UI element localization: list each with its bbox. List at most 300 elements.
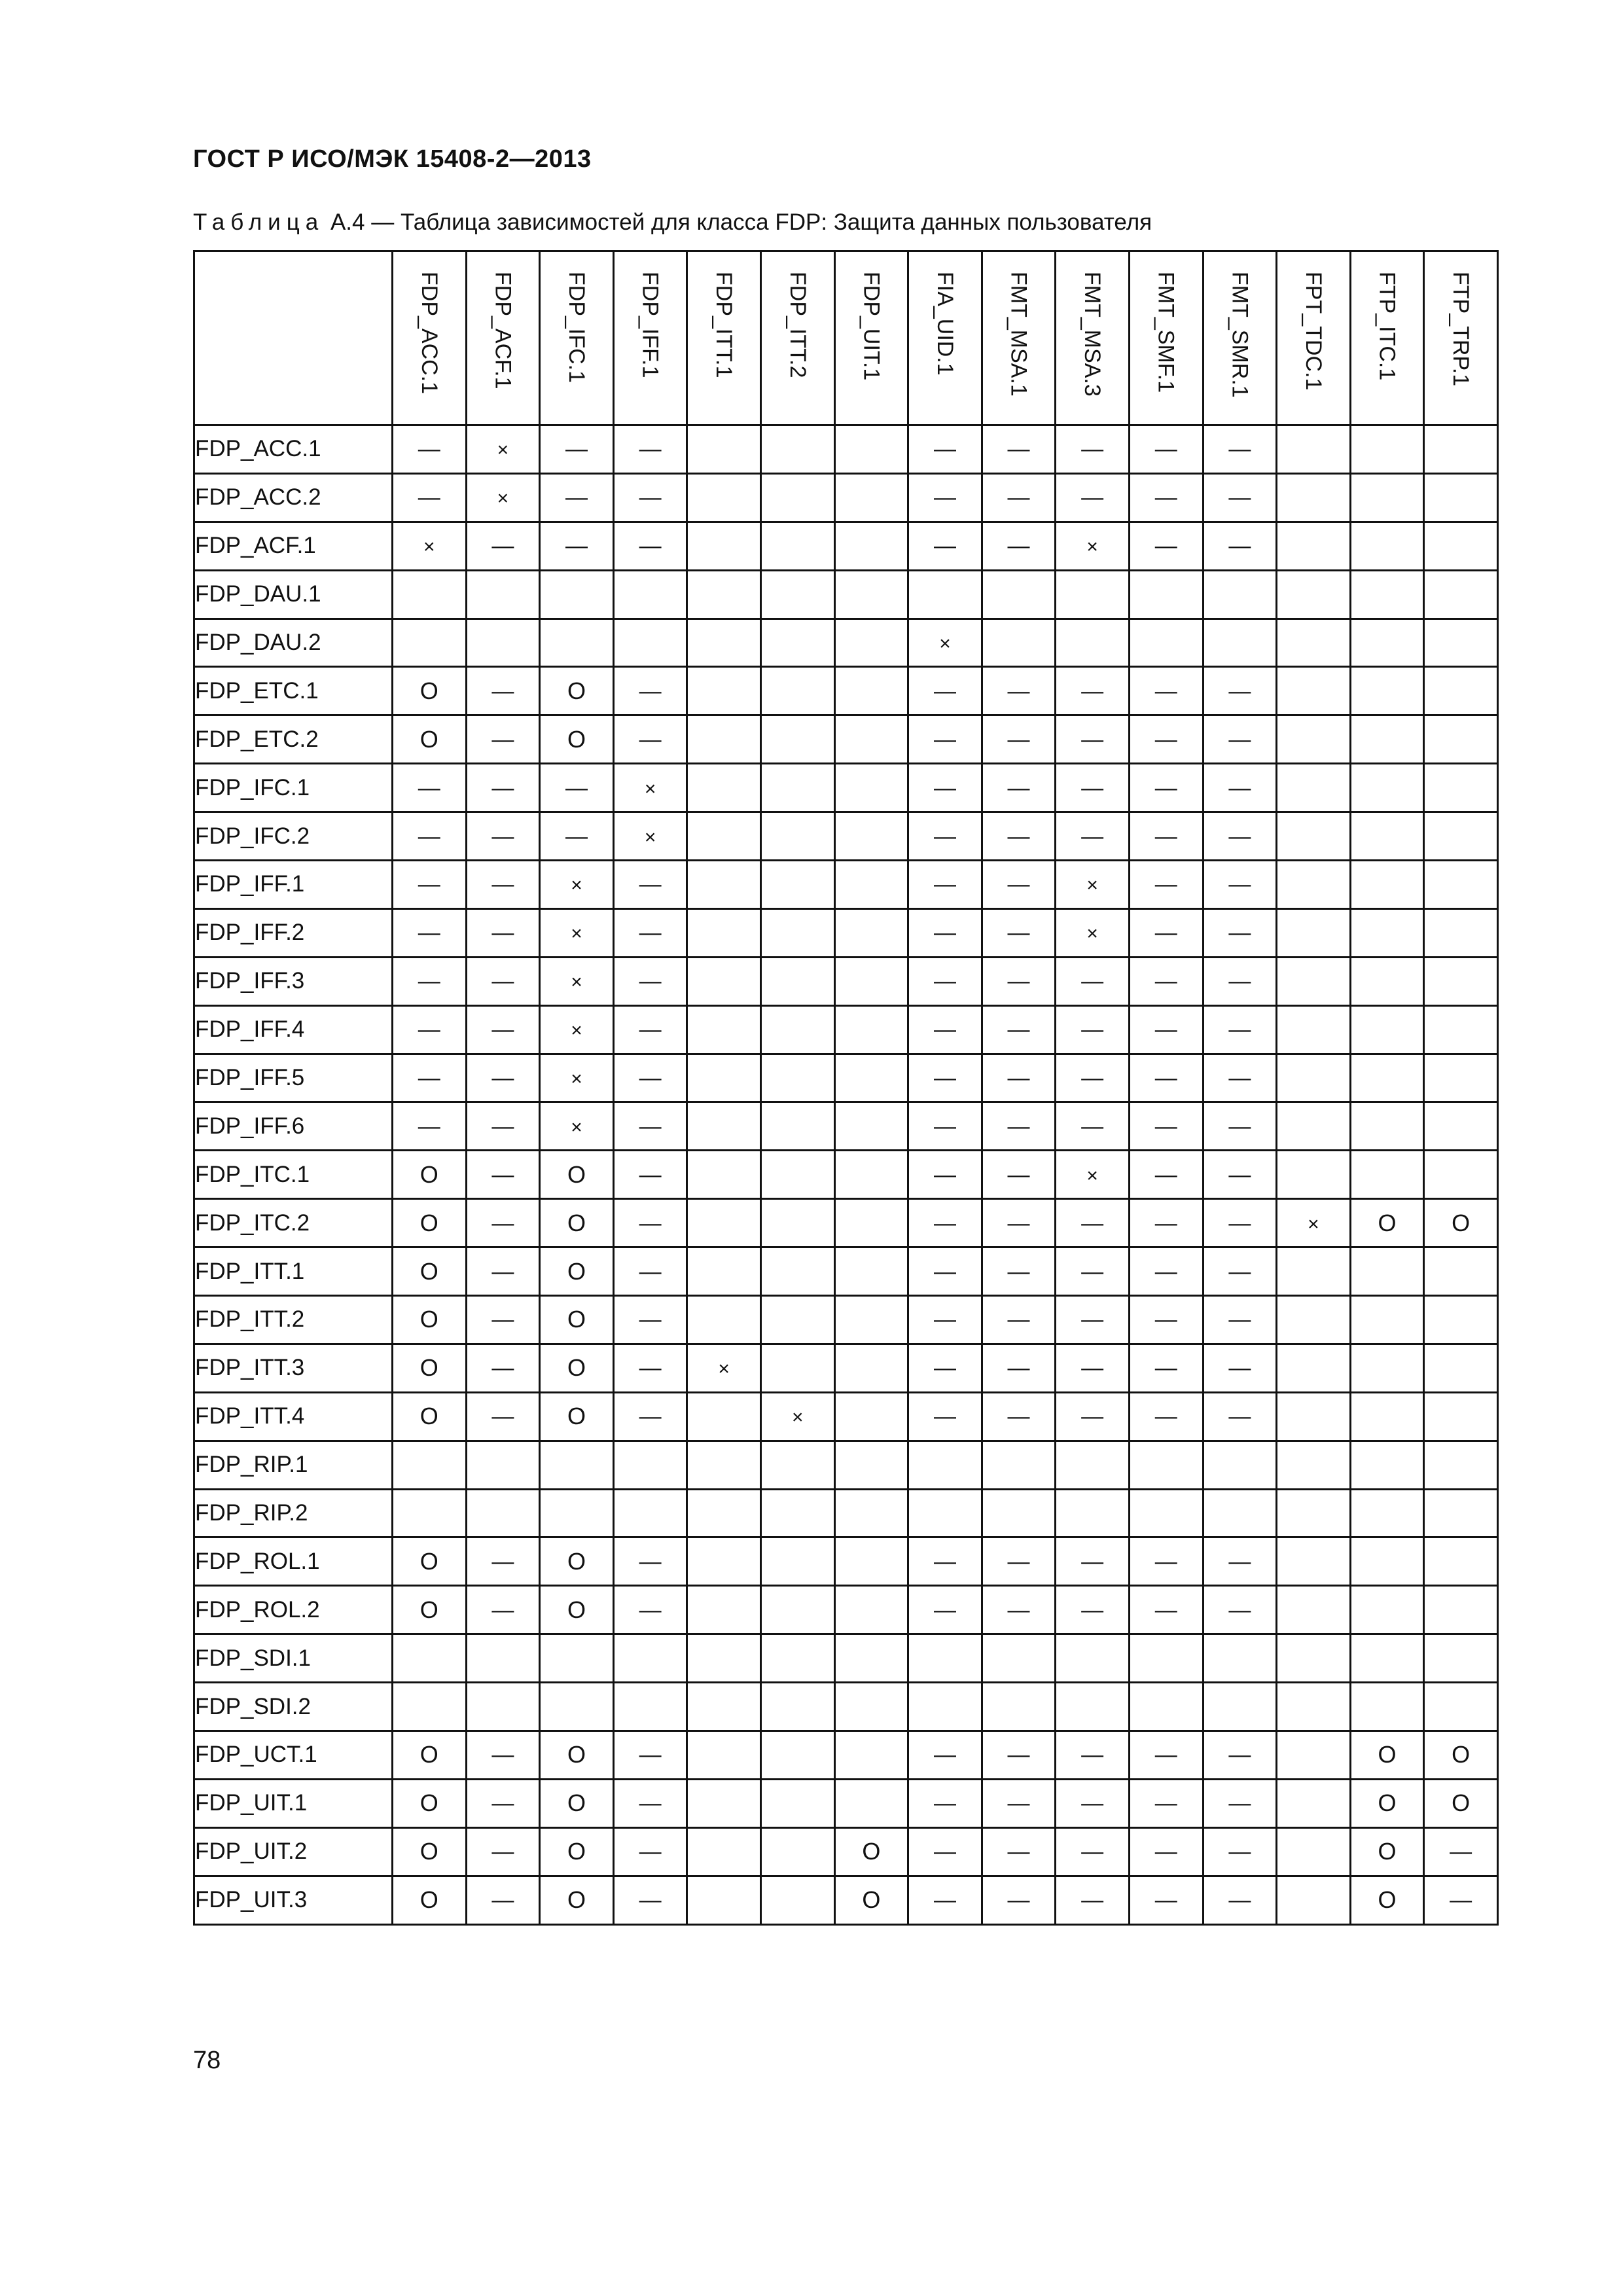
table-cell (540, 1683, 614, 1731)
column-header (1056, 251, 1130, 425)
row-label: FDP_ROL.2 (194, 1586, 393, 1634)
dash-mark: — (1081, 1888, 1104, 1913)
table-cell (540, 715, 614, 764)
table-cell (760, 1876, 834, 1924)
circle-mark: O (567, 1403, 586, 1430)
dash-mark: — (418, 437, 440, 462)
row-label: FDP_UCT.1 (194, 1731, 393, 1780)
table-cell (466, 570, 540, 619)
dash-mark: — (639, 437, 662, 462)
dash-mark: — (418, 1113, 440, 1139)
table-cell (1129, 570, 1203, 619)
table-cell (760, 1247, 834, 1296)
table-cell (1424, 1392, 1498, 1441)
table-cell (613, 1537, 687, 1586)
table-cell (1277, 957, 1351, 1005)
dash-mark: — (1154, 1839, 1177, 1865)
dash-mark: — (1081, 775, 1104, 800)
table-cell (393, 1586, 467, 1634)
table-cell (1056, 1586, 1130, 1634)
table-row (194, 619, 1498, 667)
table-cell (1203, 1005, 1277, 1054)
table-cell (1203, 425, 1277, 474)
table-cell (1129, 473, 1203, 522)
dash-mark: — (639, 1404, 662, 1429)
dash-mark: — (491, 1355, 514, 1381)
table-cell (1056, 764, 1130, 812)
cross-mark: × (571, 874, 582, 897)
dash-mark: — (1007, 1355, 1030, 1381)
dash-mark: — (1154, 1066, 1177, 1091)
dash-mark: — (1228, 1307, 1251, 1333)
table-cell (1350, 1005, 1424, 1054)
circle-mark: O (567, 1886, 586, 1914)
dash-mark: — (491, 920, 514, 946)
row-label: FDP_ACC.2 (194, 473, 393, 522)
table-cell (908, 1344, 982, 1392)
table-row (194, 957, 1498, 1005)
table-cell (982, 1779, 1056, 1827)
dash-mark: — (1007, 1210, 1030, 1236)
table-cell (834, 1827, 908, 1876)
table-cell (834, 812, 908, 861)
table-corner-cell (194, 251, 393, 425)
dash-mark: — (1228, 1404, 1251, 1429)
table-cell (1129, 1683, 1203, 1731)
table-cell (834, 473, 908, 522)
table-cell (1129, 1489, 1203, 1537)
dash-mark: — (639, 678, 662, 704)
dash-mark: — (933, 1549, 956, 1574)
dash-mark: — (1154, 775, 1177, 800)
dash-mark: — (933, 533, 956, 559)
circle-mark: O (862, 1838, 881, 1865)
table-cell (1129, 1537, 1203, 1586)
table-row (194, 861, 1498, 909)
table-cell (1350, 425, 1424, 474)
table-cell (908, 861, 982, 909)
table-cell (1277, 1586, 1351, 1634)
cross-mark: × (1086, 536, 1098, 558)
table-cell (1203, 1441, 1277, 1489)
table-cell (834, 764, 908, 812)
column-header-label: FDP_IFF.1 (637, 272, 663, 378)
table-cell (982, 1537, 1056, 1586)
circle-mark: O (567, 1160, 586, 1188)
table-cell (1277, 1441, 1351, 1489)
table-cell (1129, 764, 1203, 812)
table-cell (908, 570, 982, 619)
table-cell (613, 1586, 687, 1634)
circle-mark: O (419, 1886, 438, 1914)
table-cell (1277, 1151, 1351, 1199)
dash-mark: — (1007, 1162, 1030, 1187)
table-cell (1277, 1054, 1351, 1102)
table-cell (613, 522, 687, 570)
table-cell (1424, 522, 1498, 570)
dash-mark: — (1154, 485, 1177, 511)
table-cell (1056, 1151, 1130, 1199)
table-cell (982, 764, 1056, 812)
table-cell (393, 812, 467, 861)
table-cell (1424, 667, 1498, 715)
dash-mark: — (1154, 1162, 1177, 1187)
table-cell (613, 425, 687, 474)
column-header (540, 251, 614, 425)
table-cell (1203, 812, 1277, 861)
dash-mark: — (933, 678, 956, 704)
circle-mark: O (862, 1886, 881, 1914)
table-cell (1350, 1247, 1424, 1296)
table-cell (1129, 715, 1203, 764)
table-cell (1203, 715, 1277, 764)
table-cell (1277, 1683, 1351, 1731)
table-cell (1277, 764, 1351, 812)
table-cell (1350, 1537, 1424, 1586)
table-cell (613, 1489, 687, 1537)
cross-mark: × (423, 536, 435, 558)
table-cell (1129, 425, 1203, 474)
table-cell (908, 1876, 982, 1924)
table-cell (1129, 1876, 1203, 1924)
table-cell (834, 1151, 908, 1199)
table-cell (982, 1005, 1056, 1054)
table-cell (760, 619, 834, 667)
table-cell (982, 861, 1056, 909)
table-cell (687, 1779, 761, 1827)
table-cell (466, 957, 540, 1005)
table-cell (466, 1779, 540, 1827)
table-cell (1203, 1537, 1277, 1586)
table-cell (613, 473, 687, 522)
dash-mark: — (933, 1113, 956, 1139)
dash-mark: — (418, 920, 440, 946)
table-cell (1350, 1683, 1424, 1731)
table-cell (613, 667, 687, 715)
table-cell (1056, 1199, 1130, 1247)
table-cell (1203, 1392, 1277, 1441)
table-cell (687, 1344, 761, 1392)
table-cell (687, 812, 761, 861)
table-cell (1129, 1005, 1203, 1054)
table-cell (834, 1683, 908, 1731)
table-cell (1203, 1489, 1277, 1537)
table-cell (1277, 1102, 1351, 1151)
dash-mark: — (491, 1162, 514, 1187)
table-cell (540, 1151, 614, 1199)
table-cell (760, 1537, 834, 1586)
table-cell (393, 1827, 467, 1876)
dash-mark: — (1081, 678, 1104, 704)
table-row (194, 1827, 1498, 1876)
dash-mark: — (1007, 1307, 1030, 1333)
table-cell (760, 1344, 834, 1392)
dash-mark: — (1154, 969, 1177, 994)
table-cell (834, 1054, 908, 1102)
circle-mark: O (419, 677, 438, 704)
dash-mark: — (565, 485, 588, 511)
dash-mark: — (639, 1355, 662, 1381)
circle-mark: O (1378, 1838, 1397, 1865)
table-cell (834, 619, 908, 667)
table-cell (393, 570, 467, 619)
table-cell (687, 1296, 761, 1344)
dash-mark: — (933, 1355, 956, 1381)
table-row (194, 473, 1498, 522)
column-header-label: FTP_ITC.1 (1374, 272, 1400, 381)
dash-mark: — (1154, 1355, 1177, 1381)
table-cell (1203, 1102, 1277, 1151)
dash-mark: — (1081, 485, 1104, 511)
table-cell (908, 1827, 982, 1876)
row-label: FDP_RIP.2 (194, 1489, 393, 1537)
table-cell (393, 1489, 467, 1537)
table-row (194, 1876, 1498, 1924)
table-cell (1129, 812, 1203, 861)
table-cell (1424, 1779, 1498, 1827)
table-cell (760, 861, 834, 909)
table-cell (1424, 1827, 1498, 1876)
column-header (1203, 251, 1277, 425)
dash-mark: — (1007, 1597, 1030, 1623)
table-cell (834, 1537, 908, 1586)
circle-mark: O (1378, 1209, 1397, 1236)
row-label: FDP_IFF.1 (194, 861, 393, 909)
table-cell (1129, 1586, 1203, 1634)
row-label: FDP_UIT.1 (194, 1779, 393, 1827)
table-cell (1424, 812, 1498, 861)
dash-mark: — (491, 1066, 514, 1091)
table-cell (760, 522, 834, 570)
table-cell (466, 1054, 540, 1102)
column-header-label: FDP_ACC.1 (416, 272, 442, 395)
table-cell (613, 1005, 687, 1054)
table-cell (834, 1344, 908, 1392)
table-cell (540, 1876, 614, 1924)
table-cell (687, 1537, 761, 1586)
table-cell (1350, 1827, 1424, 1876)
dash-mark: — (491, 1791, 514, 1816)
dash-mark: — (639, 1113, 662, 1139)
table-cell (1350, 473, 1424, 522)
table-cell (1424, 1151, 1498, 1199)
table-row (194, 1344, 1498, 1392)
table-cell (1129, 1296, 1203, 1344)
table-cell (393, 1296, 467, 1344)
table-cell (1277, 715, 1351, 764)
dash-mark: — (1228, 678, 1251, 704)
dash-mark: — (1081, 1017, 1104, 1043)
table-cell (1350, 1731, 1424, 1780)
dash-mark: — (1154, 1307, 1177, 1333)
table-cell (540, 908, 614, 957)
table-cell (540, 1102, 614, 1151)
table-row (194, 715, 1498, 764)
table-cell (1350, 715, 1424, 764)
dash-mark: — (933, 1404, 956, 1429)
dash-mark: — (1154, 533, 1177, 559)
cross-mark: × (497, 439, 509, 461)
column-header (613, 251, 687, 425)
table-cell (540, 570, 614, 619)
circle-mark: O (419, 1547, 438, 1575)
table-cell (687, 715, 761, 764)
row-label: FDP_DAU.1 (194, 570, 393, 619)
row-label: FDP_ITT.1 (194, 1247, 393, 1296)
table-cell (1203, 570, 1277, 619)
table-cell (1056, 1005, 1130, 1054)
table-row (194, 1731, 1498, 1780)
table-cell (466, 1296, 540, 1344)
dash-mark: — (933, 726, 956, 752)
table-cell (982, 812, 1056, 861)
table-cell (1350, 1634, 1424, 1683)
dash-mark: — (1228, 775, 1251, 800)
table-row (194, 1683, 1498, 1731)
dash-mark: — (1154, 1888, 1177, 1913)
dash-mark: — (1007, 1888, 1030, 1913)
row-label: FDP_ETC.2 (194, 715, 393, 764)
dash-mark: — (639, 1597, 662, 1623)
table-cell (393, 1537, 467, 1586)
dash-mark: — (639, 920, 662, 946)
table-cell (908, 1151, 982, 1199)
row-label: FDP_ACF.1 (194, 522, 393, 570)
table-cell (982, 667, 1056, 715)
table-body (194, 425, 1498, 1925)
table-cell (760, 1102, 834, 1151)
table-cell (908, 1779, 982, 1827)
table-cell (1277, 861, 1351, 909)
dash-mark: — (491, 1307, 514, 1333)
row-label: FDP_SDI.2 (194, 1683, 393, 1731)
dash-mark: — (1081, 437, 1104, 462)
table-cell (1277, 1779, 1351, 1827)
table-cell (687, 425, 761, 474)
dash-mark: — (1007, 775, 1030, 800)
table-cell (613, 570, 687, 619)
table-cell (908, 1489, 982, 1537)
dash-mark: — (1007, 1404, 1030, 1429)
dash-mark: — (491, 1839, 514, 1865)
table-cell (1203, 667, 1277, 715)
table-cell (760, 1199, 834, 1247)
table-cell (1277, 1489, 1351, 1537)
table-cell (466, 1489, 540, 1537)
dash-mark: — (639, 1162, 662, 1187)
table-cell (687, 1441, 761, 1489)
table-caption (193, 209, 1152, 236)
table-cell (1424, 1102, 1498, 1151)
table-cell (540, 764, 614, 812)
dash-mark: — (1228, 920, 1251, 946)
dash-mark: — (639, 1791, 662, 1816)
table-cell (1277, 667, 1351, 715)
table-cell (1203, 1683, 1277, 1731)
table-cell (1056, 1779, 1130, 1827)
dash-mark: — (1154, 823, 1177, 849)
dash-mark: — (1228, 533, 1251, 559)
dash-mark: — (639, 1307, 662, 1333)
circle-mark: O (1452, 1789, 1471, 1817)
table-row (194, 1296, 1498, 1344)
table-cell (1424, 1731, 1498, 1780)
table-cell (834, 667, 908, 715)
row-label: FDP_IFF.3 (194, 957, 393, 1005)
dash-mark: — (1154, 1791, 1177, 1816)
dash-mark: — (1081, 1307, 1104, 1333)
dash-mark: — (1228, 1549, 1251, 1574)
dash-mark: — (1154, 1549, 1177, 1574)
document-header: ГОСТ Р ИСО/МЭК 15408-2—2013 (193, 145, 592, 173)
table-cell (1056, 1296, 1130, 1344)
table-cell (1277, 425, 1351, 474)
table-cell (540, 1392, 614, 1441)
cross-mark: × (571, 1116, 582, 1138)
table-cell (908, 1102, 982, 1151)
dash-mark: — (491, 775, 514, 800)
table-cell (393, 957, 467, 1005)
table-cell (760, 570, 834, 619)
table-cell (1277, 1199, 1351, 1247)
table-cell (1350, 619, 1424, 667)
table-cell (393, 861, 467, 909)
table-cell (982, 1247, 1056, 1296)
column-header (908, 251, 982, 425)
table-cell (540, 1247, 614, 1296)
table-cell (1203, 1876, 1277, 1924)
table-cell (1424, 1634, 1498, 1683)
table-cell (1424, 715, 1498, 764)
dash-mark: — (1081, 969, 1104, 994)
table-cell (466, 1151, 540, 1199)
dash-mark: — (1228, 872, 1251, 897)
table-cell (1424, 1199, 1498, 1247)
table-cell (1350, 570, 1424, 619)
dash-mark: — (1007, 1549, 1030, 1574)
table-cell (1129, 1199, 1203, 1247)
table-row (194, 1054, 1498, 1102)
dash-mark: — (1007, 678, 1030, 704)
table-cell (1424, 425, 1498, 474)
table-cell (1129, 1441, 1203, 1489)
table-cell (760, 1005, 834, 1054)
dash-mark: — (1081, 823, 1104, 849)
circle-mark: O (419, 725, 438, 753)
table-cell (466, 1247, 540, 1296)
table-row (194, 908, 1498, 957)
table-cell (687, 1151, 761, 1199)
dependency-table (193, 250, 1499, 1926)
table-cell (1277, 1537, 1351, 1586)
table-cell (908, 1634, 982, 1683)
table-cell (1203, 1731, 1277, 1780)
table-cell (760, 764, 834, 812)
circle-mark: O (1452, 1741, 1471, 1768)
table-cell (1424, 1876, 1498, 1924)
table-cell (1350, 1344, 1424, 1392)
dash-mark: — (1007, 726, 1030, 752)
cross-mark: × (644, 778, 656, 800)
dash-mark: — (639, 726, 662, 752)
table-cell (1424, 619, 1498, 667)
column-header-label: FDP_ITT.2 (785, 272, 810, 378)
dash-mark: — (1007, 1259, 1030, 1284)
table-cell (1350, 1054, 1424, 1102)
table-cell (908, 1247, 982, 1296)
circle-mark: O (1378, 1789, 1397, 1817)
column-header-label: FDP_ACF.1 (490, 272, 516, 389)
